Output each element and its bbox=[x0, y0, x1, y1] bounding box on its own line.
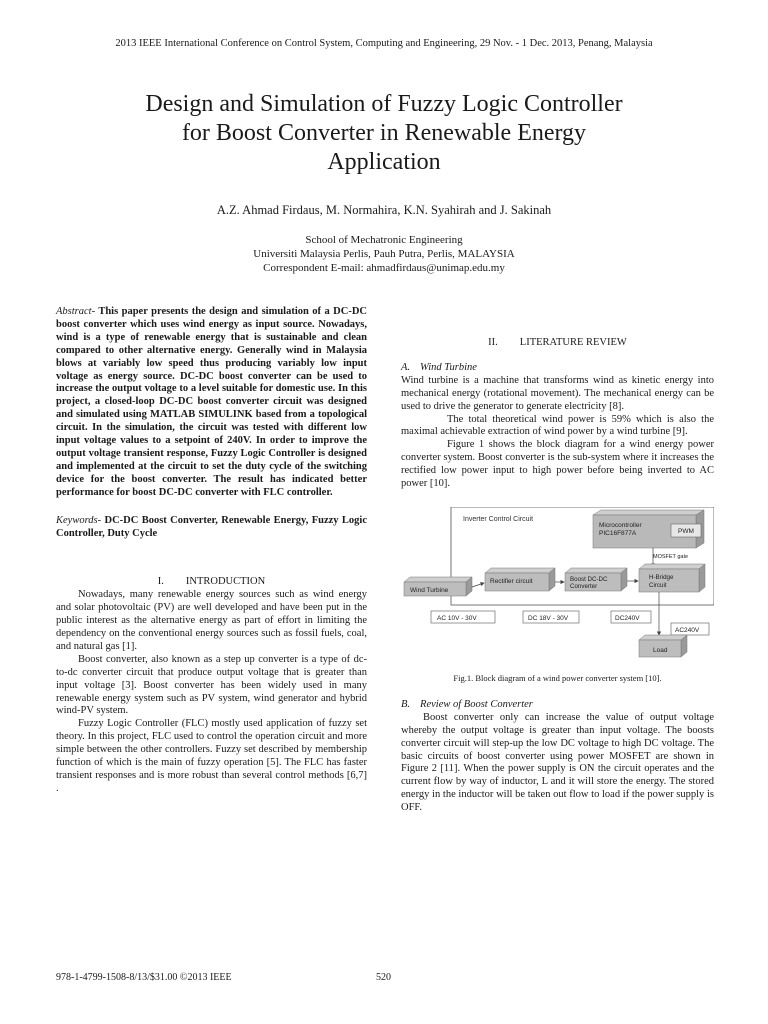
keywords-text: DC-DC Boost Converter, Renewable Energy, Fuzzy Logic Controller, Duty Cycle bbox=[56, 514, 367, 539]
dc240-label: DC240V bbox=[615, 614, 640, 622]
rectifier-label: Rectifier circuit bbox=[490, 577, 533, 585]
title-line: for Boost Converter in Renewable Energy bbox=[181, 120, 587, 146]
authors: A.Z. Ahmad Firdaus, M. Normahira, K.N. Syahirah and J. Sakinah bbox=[216, 203, 552, 217]
subsection-heading-boost-converter bbox=[401, 699, 714, 712]
paragraph: Fuzzy Logic Controller (FLC) mostly used application of fuzzy set theory. In this project, FLC used to control the operation circuit and more simple between the other controllers. Fuzzy set described by membership function of which is the main of fuzzy operation [5]. The FLC has faster transient responses and is more robust than several control methods [6,7] . bbox=[56, 718, 367, 794]
section-heading-literature-review bbox=[401, 337, 714, 350]
section-title: INTRODUCTION bbox=[185, 576, 266, 588]
paragraph: Nowadays, many renewable energy sources such as wind energy and solar photovoltaic (PV) are well developed and have been put in the public interest as the alternative energy as part of effort in limiting the dependency on the conventional energy sources such as fossil fuels, coal, and natural gas [1]. bbox=[56, 589, 367, 652]
pwm-label: PWM bbox=[678, 527, 694, 535]
subsection-title: Review of Boost Converter bbox=[420, 698, 533, 710]
subsection-number: B. bbox=[401, 698, 411, 710]
load-label: Load bbox=[653, 646, 668, 654]
block-diagram bbox=[401, 507, 714, 667]
abstract-text: This paper presents the design and simulation of a DC-DC boost converter which uses wind energy as input source. Nowadays, wind is a type of renewable energy that is sustainable and clean compared to other alternative energy. Generally wind in Malaysia blows at variably low speed thus producing variably low input voltage as energy source. DC-DC boost converter can be used to increase the output voltage to a level suitable for domestic use. In this project, a closed-loop DC-DC boost converter circuit was designed and simulated using MATLAB SIMULINK based from a topological circuit. In the simulation, the circuit was tested with different low input voltage values to a setpoint of 240V. In order to improve the output voltage transient response, Fuzzy Logic Controller is designed and implemented at the circuit to set the duty cycle of the switching device for the boost converter. The result has indicated better performance for boost DC-DC converter with FLC controller. bbox=[56, 306, 367, 498]
footer-isbn: 978-1-4799-1508-8/13/$31.00 ©2013 IEEE bbox=[56, 972, 232, 983]
boost-label-2: Converter bbox=[570, 582, 598, 590]
inverter-control-label: Inverter Control Circuit bbox=[463, 515, 534, 523]
paragraph: The total theoretical wind power is 59% which is also the maximal achievable extraction of wind power by a wind turbine [9]. bbox=[401, 413, 714, 438]
figure-caption: Fig.1. Block diagram of a wind power converter system [10]. bbox=[453, 672, 662, 683]
section-heading-introduction bbox=[56, 576, 367, 589]
title-line: Application bbox=[327, 149, 441, 175]
keywords bbox=[56, 515, 367, 541]
affiliation bbox=[0, 233, 768, 275]
affiliation-line: School of Mechatronic Engineering bbox=[305, 234, 463, 246]
boost-label-1: Boost DC-DC bbox=[570, 575, 608, 583]
subsection-title: Wind Turbine bbox=[420, 361, 477, 373]
microcontroller-label: Microcontroller bbox=[599, 521, 642, 529]
ac240-label: AC240V bbox=[675, 626, 700, 634]
h-bridge-label: H-Bridge bbox=[649, 573, 674, 581]
figure-1 bbox=[401, 507, 714, 667]
conference-header: 2013 IEEE International Conference on Control System, Computing and Engineering, 29 Nov. - 1 Dec. 2013, Penang, Malaysia bbox=[115, 38, 653, 49]
page-number: 520 bbox=[376, 972, 391, 983]
abstract-label: Abstract- bbox=[56, 306, 96, 317]
section-number: II. bbox=[488, 337, 498, 348]
right-column bbox=[401, 337, 714, 815]
paper-title bbox=[40, 90, 728, 177]
paragraph: Figure 1 shows the block diagram for a wind energy power converter system. Boost converter is the sub-system where it increases the rectified low power input to high power before being inverted to AC power [10]. bbox=[401, 439, 714, 490]
ac-in-label: AC 10V - 30V bbox=[437, 614, 477, 622]
mosfet-gate-label: MOSFET gate bbox=[653, 553, 689, 560]
left-column bbox=[56, 306, 367, 796]
title-line: Design and Simulation of Fuzzy Logic Controller bbox=[145, 91, 623, 117]
keywords-label: Keywords- bbox=[56, 514, 102, 526]
abstract bbox=[56, 306, 367, 500]
subsection-heading-wind-turbine bbox=[401, 362, 714, 375]
wind-turbine-label: Wind Turbine bbox=[410, 586, 449, 594]
section-number: I. bbox=[157, 576, 164, 588]
circuit-label: Circuit bbox=[649, 581, 667, 589]
affiliation-line: Universiti Malaysia Perlis, Pauh Putra, Perlis, MALAYSIA bbox=[253, 248, 515, 260]
paragraph: Wind turbine is a machine that transforms wind as kinetic energy into mechanical energy (rotational movement). The mechanical energy can be used to drive the generator to generate electricity [8]. bbox=[401, 374, 714, 412]
paragraph: Boost converter, also known as a step up converter is a type of dc-to-dc converter circuit that produce output voltage that is greater than input voltage [3]. Boost converter has been widely used in many renewable energy system such as PV system, wind generator and hybrid wind-PV system. bbox=[56, 653, 367, 717]
paragraph: Boost converter only can increase the value of output voltage whereby the output voltage is greater than input voltage. The boosts converter circuit will step-up the low DC voltage to high DC voltage. The basic circuits of boost converter using power MOSFET are shown in Figure 2 [11]. When the power supply is ON the circuit operates and the current flow by way of inductor, L and it will store the energy. The stored energy in the inductor will be taken out flow to load if the power supply is OFF. bbox=[401, 711, 714, 814]
pic-label: PIC16F877A bbox=[599, 529, 637, 537]
subsection-number: A. bbox=[401, 361, 411, 373]
dc-mid-label: DC 18V - 30V bbox=[528, 614, 569, 622]
section-title: LITERATURE REVIEW bbox=[519, 337, 627, 348]
affiliation-line: Correspondent E-mail: ahmadfirdaus@unimap.edu.my bbox=[263, 262, 505, 274]
